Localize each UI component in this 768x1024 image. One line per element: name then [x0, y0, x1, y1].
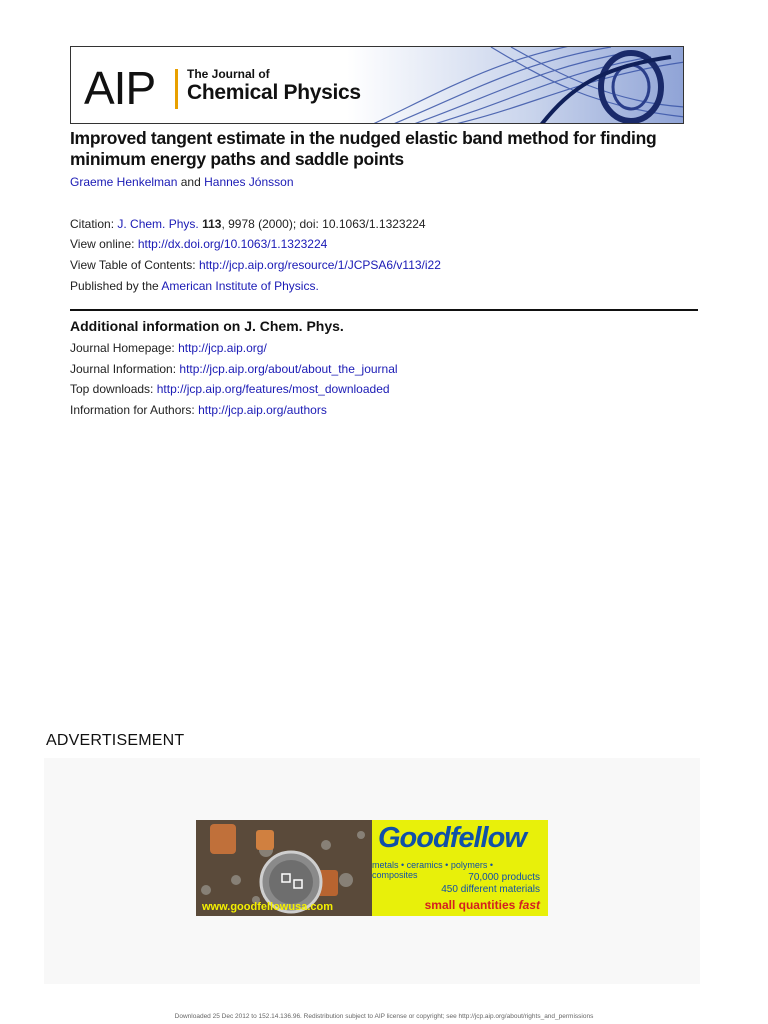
- banner-artwork: [71, 47, 684, 124]
- info-row-homepage: [70, 341, 267, 355]
- goodfellow-ad[interactable]: [196, 820, 548, 916]
- aip-logo: AIP: [84, 62, 156, 114]
- ad-text-panel: [372, 820, 548, 916]
- info-label: Journal Homepage:: [70, 341, 175, 355]
- view-online-label: View online:: [70, 237, 135, 251]
- info-link[interactable]: http://jcp.aip.org/features/most_downloaded: [156, 382, 390, 396]
- toc-line: [70, 258, 441, 272]
- info-link[interactable]: http://jcp.aip.org/: [178, 341, 267, 355]
- publisher-label: Published by the: [70, 279, 159, 293]
- info-row-journal-information: [70, 362, 398, 376]
- ad-products-line: 70,000 products: [468, 872, 540, 883]
- info-row-authors: [70, 403, 327, 417]
- view-online-line: [70, 237, 327, 251]
- goodfellow-logo: Goodfellow: [378, 822, 526, 854]
- journal-banner: [70, 46, 684, 124]
- logo-divider: [175, 69, 178, 109]
- info-label: Top downloads:: [70, 382, 154, 396]
- advertisement-heading: ADVERTISEMENT: [46, 732, 185, 749]
- journal-link[interactable]: J. Chem. Phys.: [117, 217, 199, 231]
- publisher-line: [70, 279, 319, 293]
- article-title: Improved tangent estimate in the nudged elastic band method for finding minimum energy paths and saddle points: [70, 128, 657, 169]
- publisher-link[interactable]: American Institute of Physics.: [161, 279, 319, 293]
- author-link[interactable]: Hannes Jónsson: [204, 175, 294, 189]
- info-label: Information for Authors:: [70, 403, 195, 417]
- ad-tagline-text: small quantities: [424, 898, 516, 912]
- journal-name: Chemical Physics: [187, 81, 361, 104]
- info-link[interactable]: http://jcp.aip.org/about/about_the_journal: [179, 362, 398, 376]
- citation-volume: 113: [202, 217, 222, 231]
- section-divider: [70, 309, 698, 311]
- doi-link[interactable]: http://dx.doi.org/10.1063/1.1323224: [137, 237, 328, 251]
- info-label: Journal Information:: [70, 362, 177, 376]
- citation-line: [70, 217, 426, 231]
- citation-label: Citation:: [70, 217, 115, 231]
- citation-details: , 9978 (2000); doi: 10.1063/1.1323224: [221, 217, 426, 231]
- download-footer: Downloaded 25 Dec 2012 to 152.14.136.96. Redistribution subject to AIP license or copyright; see http://jcp.aip.org/about/rights_and_permissions: [174, 1013, 594, 1020]
- ad-url[interactable]: www.goodfellowusa.com: [202, 901, 333, 913]
- ad-tagline-emphasis: fast: [518, 898, 540, 912]
- info-row-top-downloads: [70, 382, 390, 396]
- info-link[interactable]: http://jcp.aip.org/authors: [198, 403, 327, 417]
- additional-info-heading: Additional information on J. Chem. Phys.: [70, 318, 344, 334]
- ad-tagline: [425, 898, 540, 912]
- journal-of-label: The Journal of: [187, 67, 270, 81]
- authors: [70, 175, 294, 189]
- ad-materials-count-line: 450 different materials: [441, 884, 540, 895]
- author-separator: and: [180, 175, 201, 189]
- toc-label: View Table of Contents:: [70, 258, 196, 272]
- toc-link[interactable]: http://jcp.aip.org/resource/1/JCPSA6/v113/i22: [198, 258, 441, 272]
- ad-materials-line: metals • ceramics • polymers • composites: [372, 860, 493, 880]
- author-link[interactable]: Graeme Henkelman: [70, 175, 178, 189]
